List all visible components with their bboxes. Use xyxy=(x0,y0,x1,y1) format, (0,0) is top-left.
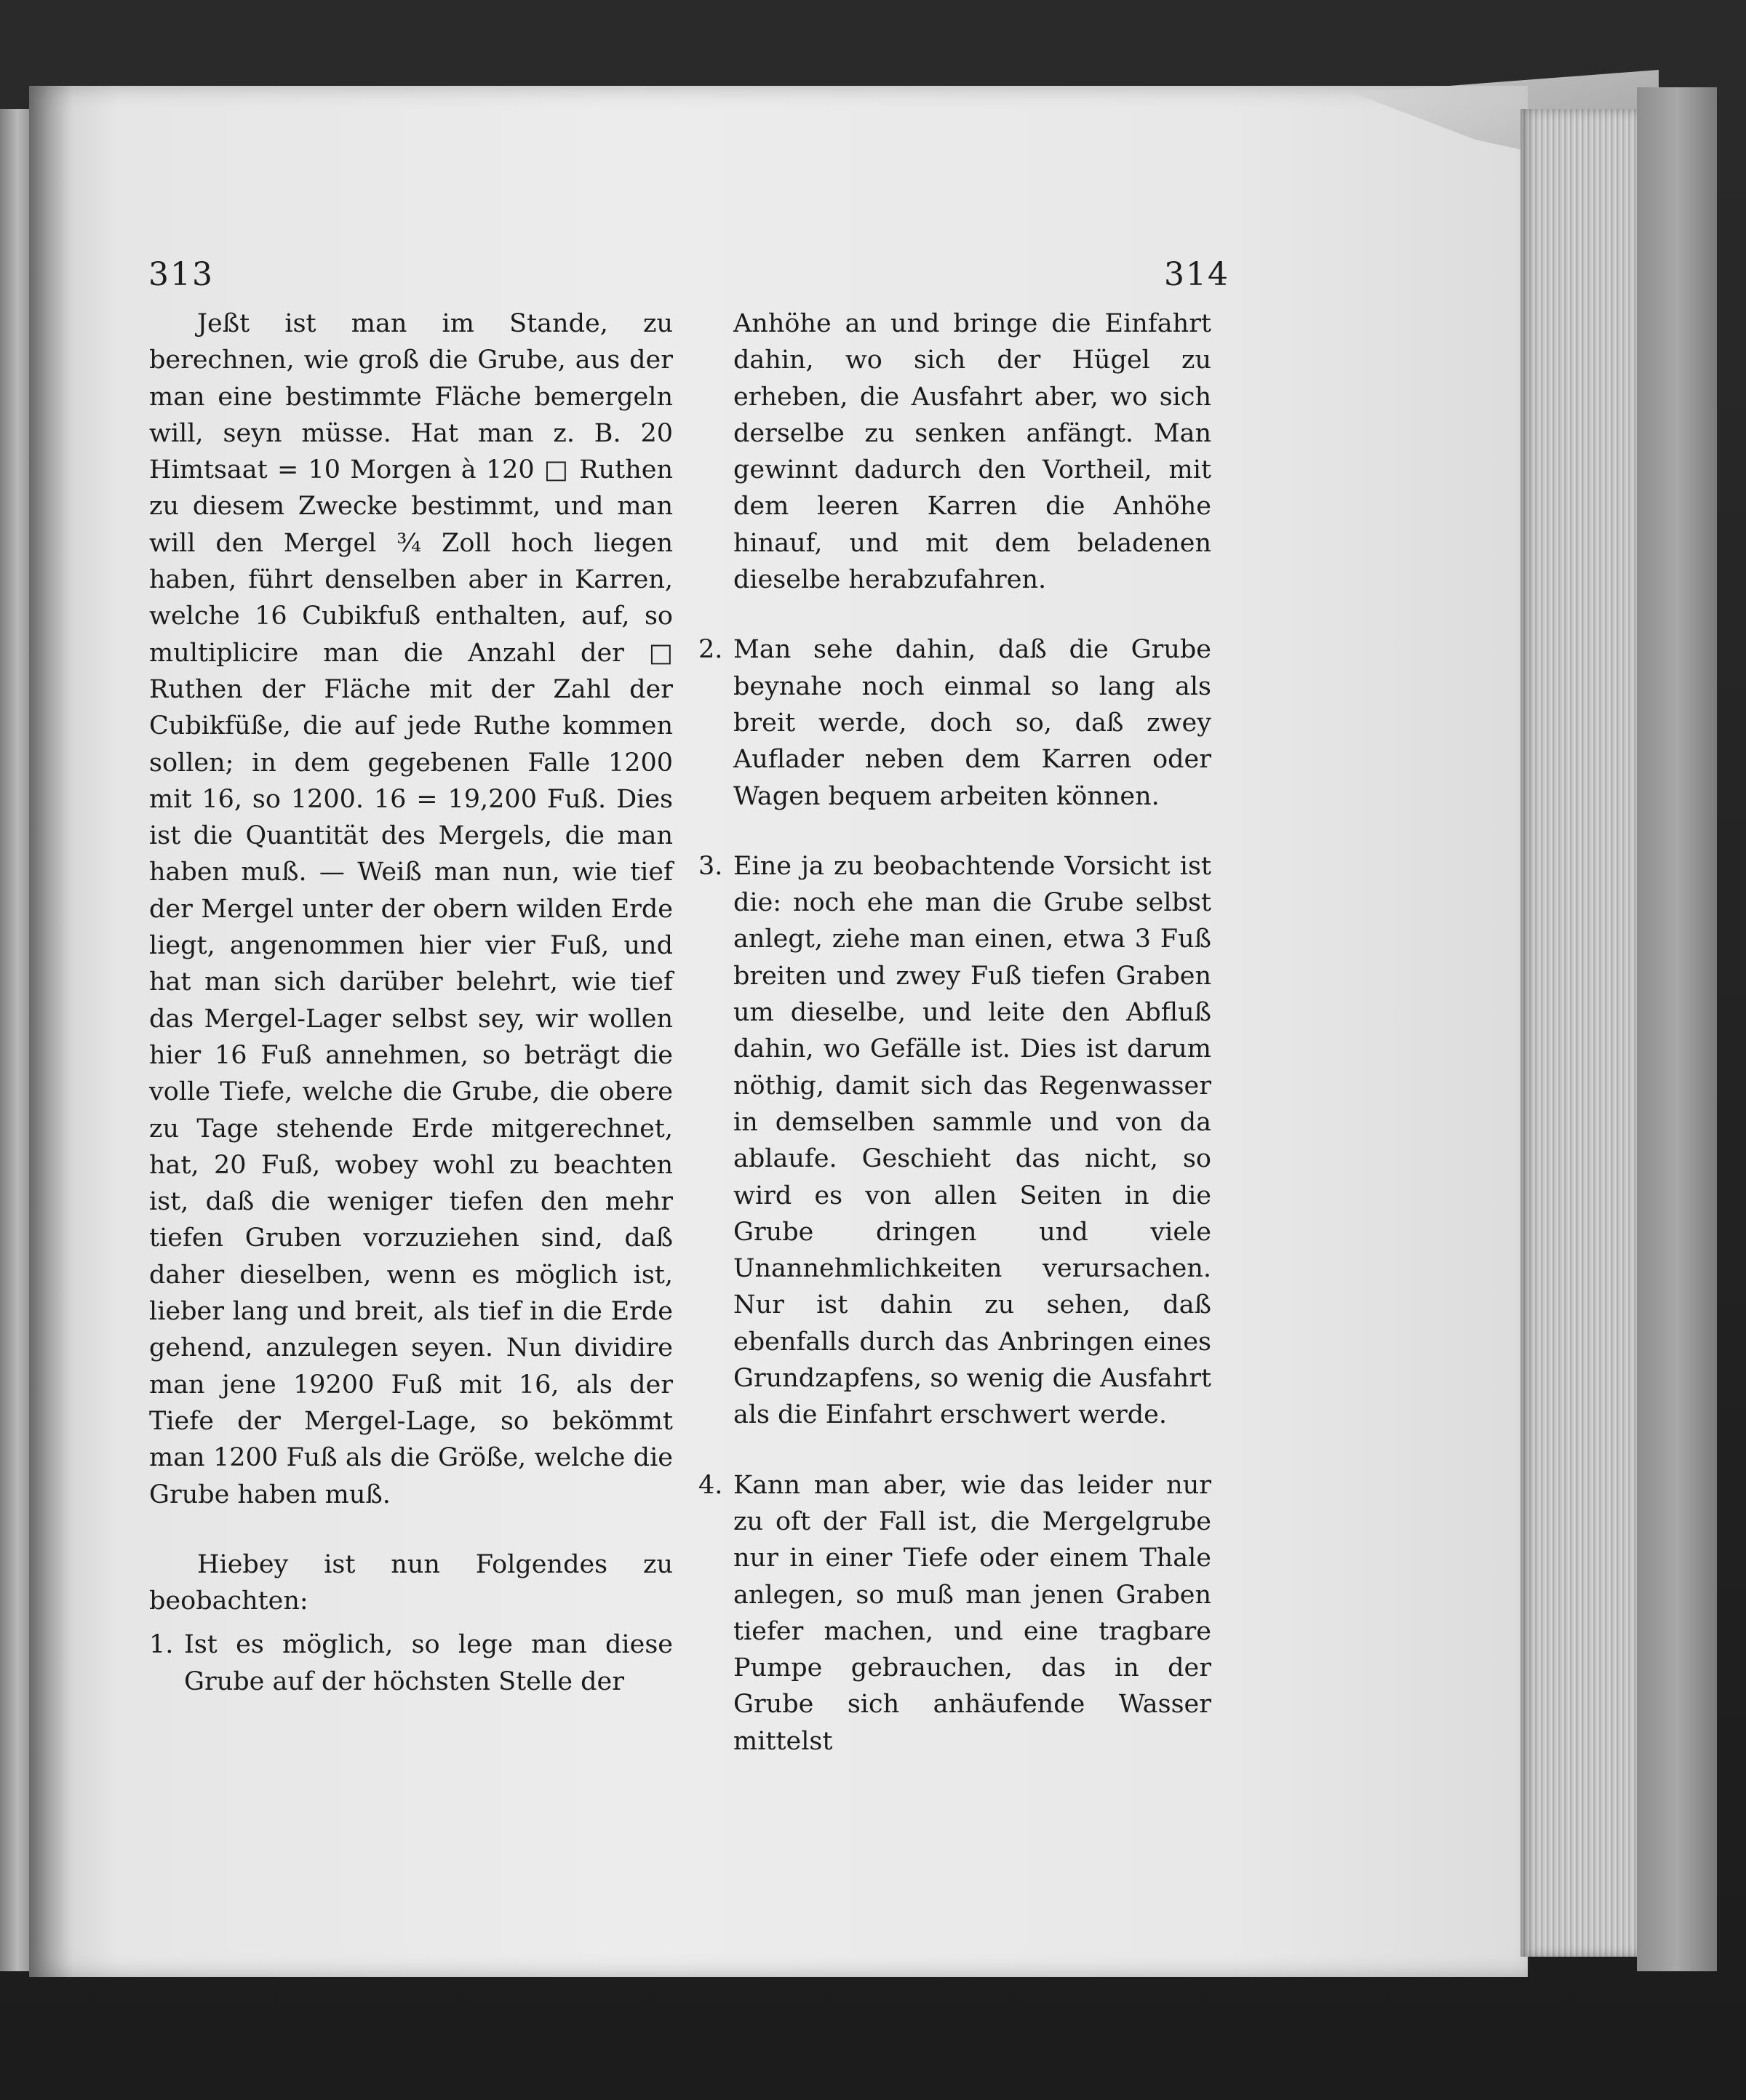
list-gap xyxy=(698,815,1211,848)
list-number-3: 3. xyxy=(698,851,723,881)
list-gap xyxy=(149,1619,673,1626)
gutter-shadow xyxy=(29,86,73,1977)
previous-page-edge xyxy=(0,109,29,1971)
list-text-3: Eine ja zu beobachtende Vorsicht ist die: noch ehe man die Grube selbst anlegt, ziehe man einen, etwa 3 Fuß breiten und zwey Fuß tiefen Graben um dieselbe, und leite den Abfluß dahin, wo Gefälle ist. Dies ist darum nöthig, damit sich das Regenwasser in demselben sammle und von da ablaufe. Geschieht das nicht, so wird es von allen Seiten in die Grube dringen und viele Unannehmlichkeiten verursachen. Nur ist dahin zu sehen, daß ebenfalls durch das Anbringen eines Grundzapfens, so wenig die Ausfahrt als die Einfahrt erschwert werde. xyxy=(733,851,1211,1430)
list-item-4 xyxy=(698,1467,1211,1760)
left-text-column xyxy=(149,306,673,1700)
book-cover-edge xyxy=(1637,87,1717,1971)
list-text-2: Man sehe dahin, daß die Grube beynahe noch einmal so lang als breit werde, doch so, daß zwey Auflader neben dem Karren oder Wagen bequem arbeiten können. xyxy=(733,635,1211,811)
right-text-column xyxy=(698,306,1211,1760)
list-number-4: 4. xyxy=(698,1470,723,1500)
list-text-1-continued: Anhöhe an und bringe die Einfahrt dahin, wo sich der Hügel zu erheben, die Ausfahrt aber, wo sich derselbe zu senken anfängt. Man gewinnt dadurch den Vortheil, mit dem leeren Karren die Anhöhe hinauf, und mit dem beladenen dieselbe herabzufahren. xyxy=(733,309,1211,595)
list-item-1-continued xyxy=(698,306,1211,598)
paragraph-calculation: Jeßt ist man im Stande, zu berechnen, wie groß die Grube, aus der man eine bestimmte Fläche bemergeln will, seyn müsse. Hat man z. B. 20 Himtsaat = 10 Morgen à 120 □ Ruthen zu diesem Zwecke bestimmt, und man will den Mergel ¾ Zoll hoch liegen haben, führt denselben aber in Karren, welche 16 Cubikfuß enthalten, auf, so multiplicire man die Anzahl der □ Ruthen der Fläche mit der Zahl der Cubikfüße, die auf jede Ruthe kommen sollen; in dem gegebenen Falle 1200 mit 16, so 1200. 16 = 19,200 Fuß. Dies ist die Quantität des Mergels, die man haben muß. — Weiß man nun, wie tief der Mergel unter der obern wilden Erde liegt, angenommen hier vier Fuß, und hat man sich darüber belehrt, wie tief das Mergel-Lager selbst sey, wir wollen hier 16 Fuß annehmen, so beträgt die volle Tiefe, welche die Grube, die obere zu Tage stehende Erde mitgerechnet, hat, 20 Fuß, wobey wohl zu beachten ist, daß die weniger tiefen den mehr tiefen Gruben vorzuziehen sind, daß daher dieselben, wenn es möglich ist, lieber lang und breit, als tief in die Erde gehend, anzulegen seyen. Nun dividire man jene 19200 Fuß mit 16, als der Tiefe der Mergel-Lage, so bekömmt man 1200 Fuß als die Größe, welche die Grube haben muß. xyxy=(149,309,673,1509)
list-text-4: Kann man aber, wie das leider nur zu oft der Fall ist, die Mergelgrube nur in einer Tiefe oder einem Thale anlegen, so muß man jenen Graben tiefer machen, und eine tragbare Pumpe gebrauchen, das in der Grube sich anhäufende Wasser mittelst xyxy=(733,1470,1211,1756)
list-item-1 xyxy=(149,1626,673,1700)
list-gap xyxy=(698,598,1211,631)
page-number-left: 313 xyxy=(148,256,214,293)
list-text-1: Ist es möglich, so lege man diese Grube auf der höchsten Stelle der xyxy=(184,1630,673,1696)
page-block-edges xyxy=(1520,109,1637,1957)
paragraph-gap xyxy=(149,1513,673,1546)
list-number-2: 2. xyxy=(698,635,723,665)
list-number-1: 1. xyxy=(149,1630,174,1660)
list-item-2 xyxy=(698,631,1211,814)
list-gap xyxy=(698,1434,1211,1467)
paragraph-intro-list: Hiebey ist nun Folgendes zu beobachten: xyxy=(149,1549,673,1616)
list-item-3 xyxy=(698,848,1211,1434)
page-number-right: 314 xyxy=(1164,256,1229,293)
